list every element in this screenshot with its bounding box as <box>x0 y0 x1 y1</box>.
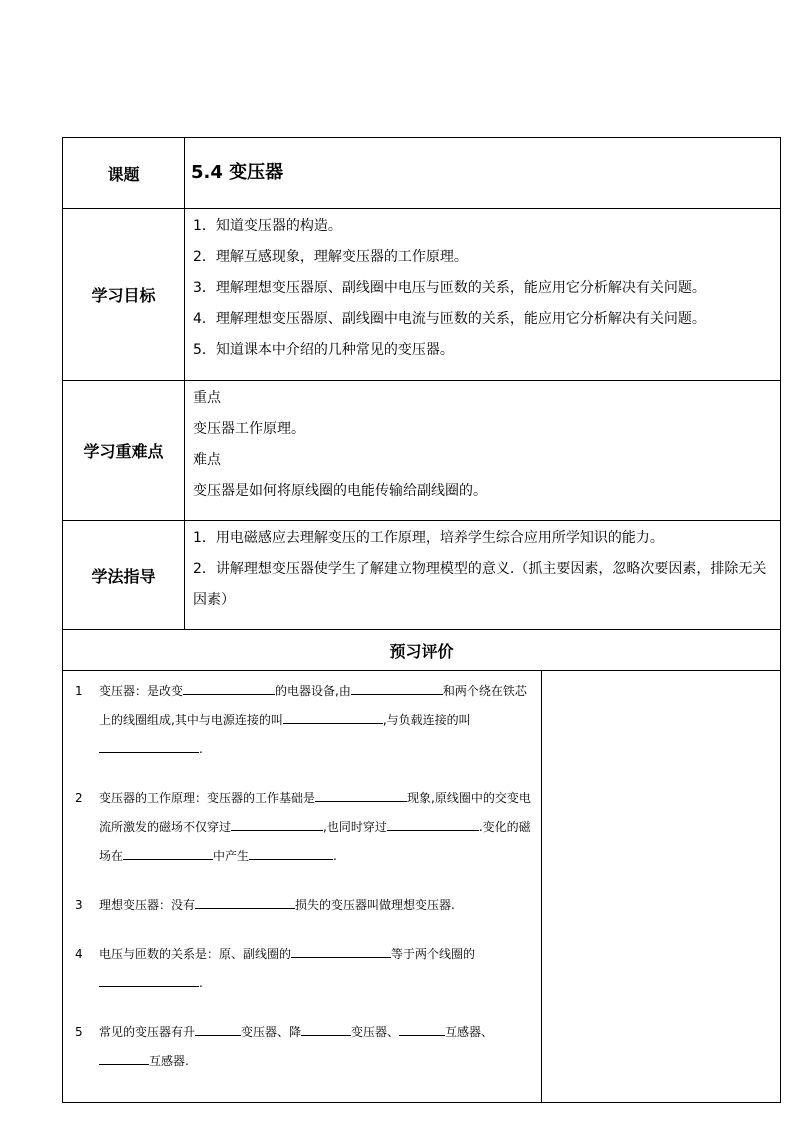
difficulty-text: 变压器是如何将原线圈的电能传输给副线圈的。 <box>193 483 487 499</box>
question-number: 5 <box>75 1025 83 1039</box>
question-number: 1 <box>75 684 83 698</box>
question-number: 3 <box>75 898 83 912</box>
method-label: 学法指导 <box>63 521 185 630</box>
question-fragment: .变化的磁场在 <box>99 820 531 863</box>
answer-blank[interactable] <box>301 1021 351 1036</box>
question-fragment: . <box>199 976 203 990</box>
goal-item: 5．知道课本中介绍的几种常见的变压器。 <box>193 342 454 358</box>
question-4 <box>75 940 537 998</box>
question-fragment: 现象,原线圈中的交变电流所激发的磁场不仅穿过 <box>99 791 531 834</box>
question-fragment: 变压器的工作原理：变压器的工作基础是 <box>99 791 316 805</box>
answer-blank[interactable] <box>195 894 295 909</box>
answer-blank[interactable] <box>387 816 479 831</box>
lesson-plan-sheet <box>62 137 780 1103</box>
keypoint-text: 变压器工作原理。 <box>193 421 305 437</box>
answer-blank[interactable] <box>249 845 333 860</box>
answer-blank[interactable] <box>315 787 407 802</box>
answer-blank[interactable] <box>283 709 383 724</box>
question-text <box>99 677 537 764</box>
answer-blank[interactable] <box>351 680 443 695</box>
goal-item: 4．理解理想变压器原、副线圈中电流与匝数的关系，能应用它分析解决有关问题。 <box>193 311 706 327</box>
question-fragment: 损失的变压器叫做理想变压器. <box>295 898 455 912</box>
topic-value-cell <box>185 138 781 209</box>
method-content <box>185 521 781 630</box>
preview-notes-cell[interactable] <box>542 671 781 1103</box>
preview-questions <box>63 671 542 1103</box>
question-fragment: 互感器、 <box>445 1025 494 1039</box>
goal-item: 3．理解理想变压器原、副线圈中电压与匝数的关系，能应用它分析解决有关问题。 <box>193 280 706 296</box>
question-text <box>99 940 537 998</box>
question-3 <box>75 891 537 920</box>
question-fragment: 变压器、降 <box>241 1025 302 1039</box>
preview-body-row <box>63 671 781 1103</box>
answer-blank[interactable] <box>183 680 275 695</box>
answer-blank[interactable] <box>123 845 213 860</box>
question-fragment: 和两个绕在铁芯上的线圈组成,其中与电源连接的叫 <box>99 684 527 727</box>
question-text <box>99 1018 537 1076</box>
answer-blank[interactable] <box>291 943 391 958</box>
topic-row <box>63 138 781 209</box>
question-text <box>99 891 537 920</box>
preview-header-row <box>63 630 781 671</box>
question-fragment: 常见的变压器有升 <box>99 1025 196 1039</box>
topic-value: 5.4 变压器 <box>191 162 284 183</box>
keypoints-content <box>185 381 781 521</box>
answer-blank[interactable] <box>231 816 323 831</box>
question-fragment: 电压与匝数的关系是：原、副线圈的 <box>99 947 292 961</box>
keypoint-heading: 重点 <box>193 390 221 406</box>
preview-title: 预习评价 <box>63 630 781 671</box>
keypoints-label: 学习重难点 <box>63 381 185 521</box>
question-1 <box>75 677 537 764</box>
goal-item: 1．知道变压器的构造。 <box>193 218 342 234</box>
question-number: 2 <box>75 791 83 805</box>
answer-blank[interactable] <box>99 972 199 987</box>
question-fragment: 互感器. <box>149 1054 189 1068</box>
keypoints-row <box>63 381 781 521</box>
method-item: 1．用电磁感应去理解变压的工作原理，培养学生综合应用所学知识的能力。 <box>193 530 664 546</box>
method-row <box>63 521 781 630</box>
question-fragment: 变压器、 <box>351 1025 400 1039</box>
question-2 <box>75 784 537 871</box>
goals-label: 学习目标 <box>63 209 185 381</box>
answer-blank[interactable] <box>399 1021 445 1036</box>
goals-row <box>63 209 781 381</box>
question-fragment: 中产生 <box>213 849 250 863</box>
question-fragment: 等于两个线圈的 <box>391 947 476 961</box>
goals-content <box>185 209 781 381</box>
question-fragment: . <box>199 742 203 756</box>
question-number: 4 <box>75 947 83 961</box>
goal-item: 2．理解互感现象，理解变压器的工作原理。 <box>193 249 468 265</box>
answer-blank[interactable] <box>195 1021 241 1036</box>
question-text <box>99 784 537 871</box>
answer-blank[interactable] <box>99 1050 149 1065</box>
question-fragment: . <box>333 849 337 863</box>
question-5 <box>75 1018 537 1076</box>
topic-label: 课题 <box>63 138 185 209</box>
method-item: 2．讲解理想变压器使学生了解建立物理模型的意义.（抓主要因素，忽略次要因素，排除无关因素） <box>193 561 767 608</box>
difficulty-heading: 难点 <box>193 452 221 468</box>
answer-blank[interactable] <box>99 738 199 753</box>
question-fragment: ,与负载连接的叫 <box>382 713 471 727</box>
question-fragment: 变压器：是改变 <box>99 684 184 698</box>
question-fragment: 理想变压器：没有 <box>99 898 196 912</box>
lesson-plan-table <box>62 137 781 1103</box>
question-fragment: 的电器设备,由 <box>275 684 351 698</box>
question-fragment: ,也同时穿过 <box>323 820 387 834</box>
